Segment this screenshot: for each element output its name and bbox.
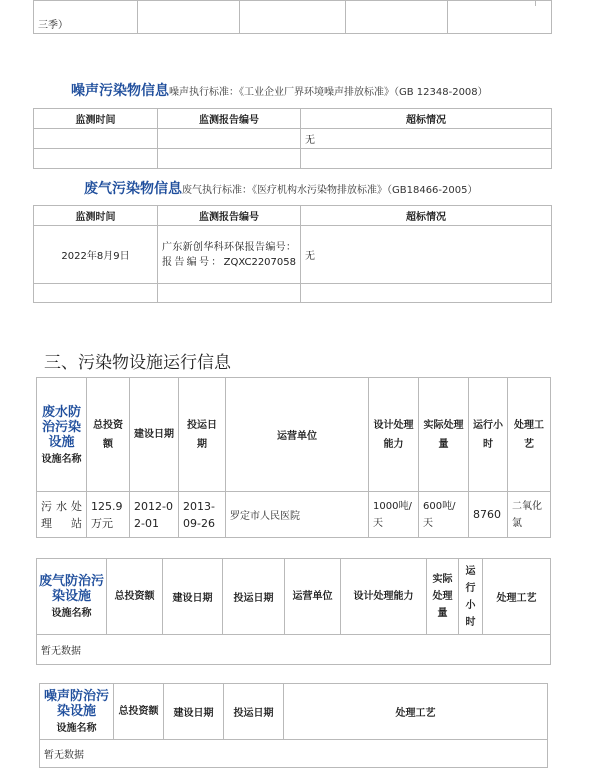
noise-facility-title: 噪声防治污染设施 <box>43 689 109 719</box>
top-table-cell: 三季） <box>34 1 138 34</box>
noise-row-time <box>34 129 158 149</box>
gas-row-status <box>301 284 552 303</box>
top-table-cell <box>346 1 448 34</box>
header-run-hours: 运行小时 <box>459 559 483 635</box>
facility-name-label: 设施名称 <box>51 608 92 619</box>
gas-report-text: 广东新创华科环保报告编号：报告编号：ZQXC2207058 <box>162 241 296 268</box>
water-row-process: 二氧化氯 <box>508 492 551 538</box>
gas-row-date <box>34 284 158 303</box>
header-operator: 运营单位 <box>285 559 341 635</box>
noise-corner-header <box>40 684 114 740</box>
noise-info-heading <box>71 80 488 100</box>
header-operation-date: 投运日期 <box>224 684 284 740</box>
facility-name-label: 设施名称 <box>41 453 82 465</box>
header-total-investment: 总投资额 <box>87 378 130 492</box>
water-row-hours: 8760 <box>469 492 508 538</box>
top-table-cell <box>138 1 240 34</box>
noise-facility-empty: 暂无数据 <box>40 740 548 768</box>
header-operation-date: 投运日期 <box>179 378 226 492</box>
header-build-date: 建设日期 <box>164 684 224 740</box>
gas-row-date: 2022年8月9日 <box>34 226 158 284</box>
top-table-cell <box>240 1 346 34</box>
header-monitor-time: 监测时间 <box>34 206 158 226</box>
water-row-operator: 罗定市人民医院 <box>226 492 369 538</box>
header-build-date: 建设日期 <box>130 378 179 492</box>
gas-info-standard: 废气执行标准：《医疗机构水污染物排放标准》（GB18466-2005） <box>182 185 478 196</box>
water-row-actual: 600吨/天 <box>419 492 469 538</box>
header-run-hours: 运行小时 <box>469 378 508 492</box>
gas-facility-empty: 暂无数据 <box>37 635 551 665</box>
water-row-build-date: 2012-02-01 <box>130 492 179 538</box>
noise-info-table <box>33 108 552 169</box>
header-operation-date: 投运日期 <box>223 559 285 635</box>
noise-row-time <box>34 149 158 169</box>
header-total-investment: 总投资额 <box>107 559 163 635</box>
noise-facility-table <box>39 683 548 768</box>
gas-facility-title: 废气防治污染设施 <box>39 574 105 604</box>
water-row-operation-date: 2013-09-26 <box>179 492 226 538</box>
top-partial-table <box>33 0 552 34</box>
water-row-name: 污水处理站 <box>37 492 87 538</box>
header-build-date: 建设日期 <box>163 559 223 635</box>
header-actual-volume: 实际处理量 <box>419 378 469 492</box>
water-facility-table <box>36 377 551 538</box>
water-facility-title: 废水防治污染设施 <box>41 404 81 450</box>
header-exceed-status: 超标情况 <box>301 109 552 129</box>
header-total-investment: 总投资额 <box>114 684 164 740</box>
gas-info-heading <box>84 178 477 198</box>
gas-corner-header <box>37 559 107 635</box>
water-row-investment: 125.9万元 <box>87 492 130 538</box>
header-process: 处理工艺 <box>508 378 551 492</box>
gas-info-table <box>33 205 552 303</box>
header-design-capacity: 设计处理能力 <box>369 378 419 492</box>
header-report-number: 监测报告编号 <box>158 109 301 129</box>
noise-row-status: 无 <box>301 129 552 149</box>
header-design-capacity: 设计处理能力 <box>341 559 427 635</box>
header-process: 处理工艺 <box>284 684 548 740</box>
header-process: 处理工艺 <box>483 559 551 635</box>
facility-name-label: 设施名称 <box>56 723 97 734</box>
gas-info-title: 废气污染物信息 <box>84 181 182 197</box>
noise-row-report <box>158 129 301 149</box>
gas-row-report <box>158 226 301 284</box>
section3-title: 三、污染物设施运行信息 <box>44 353 231 373</box>
header-actual-volume: 实际处理量 <box>427 559 459 635</box>
noise-info-standard: 噪声执行标准：《工业企业厂界环境噪声排放标准》（GB 12348-2008） <box>169 87 488 98</box>
noise-row-status <box>301 149 552 169</box>
header-monitor-time: 监测时间 <box>34 109 158 129</box>
gas-facility-table <box>36 558 551 665</box>
noise-info-title: 噪声污染物信息 <box>71 83 169 99</box>
header-operator: 运营单位 <box>226 378 369 492</box>
water-row-capacity: 1000吨/天 <box>369 492 419 538</box>
gas-row-status: 无 <box>301 226 552 284</box>
gas-row-report <box>158 284 301 303</box>
header-report-number: 监测报告编号 <box>158 206 301 226</box>
noise-row-report <box>158 149 301 169</box>
water-corner-header <box>37 378 87 492</box>
header-exceed-status: 超标情况 <box>301 206 552 226</box>
